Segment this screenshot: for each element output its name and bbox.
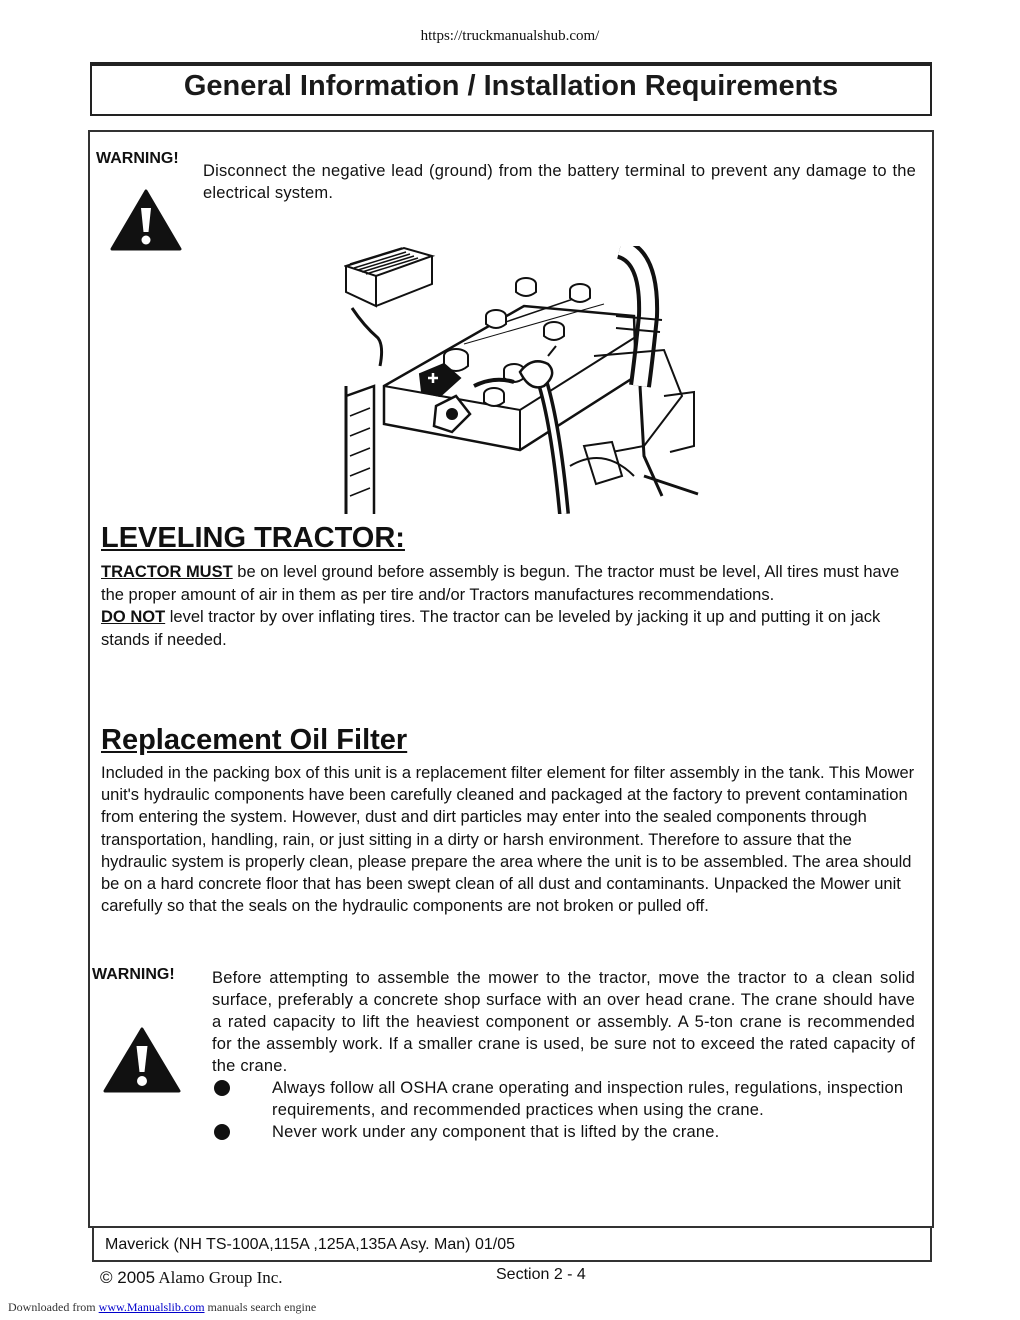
- footer-section: Section 2 - 4: [496, 1266, 586, 1283]
- warning-triangle-icon: [110, 188, 182, 252]
- leveling-text-2: level tractor by over inflating tires. The tractor can be leveled by jacking it up and putting it on jack stands if needed.: [101, 608, 881, 649]
- warning-label: WARNING!: [96, 150, 179, 167]
- leveling-text-1: be on level ground before assembly is begun. The tractor must be level, All tires must have the proper amount of air in them as per tire and/or Tractors manufactures recommendations.: [101, 563, 900, 604]
- tractor-must-emphasis: TRACTOR MUST: [101, 563, 233, 581]
- oil-filter-heading: Replacement Oil Filter: [101, 724, 408, 756]
- download-suffix: manuals search engine: [204, 1300, 317, 1314]
- oil-filter-text: Included in the packing box of this unit is a replacement filter element for filter assembly in the tank. This Mower unit's hydraulic components have been carefully cleaned and packaged at the factory to prevent contamination from entering the system. However, dust and dirt particles may enter into the sealed components through transportation, handling, rain, or just sitting in a dirty or harsh environment. Therefore to assure that the hydraulic system is properly clean, please prepare the area where the unit is to be assembled. The area should be on a hard concrete floor that has been swept clean of all dust and contaminants. Unpacked the Mower unit carefully so that the seals on the hydraulic components are not broken or pulled off.: [101, 764, 915, 916]
- copyright-year: 2005: [112, 1268, 156, 1287]
- download-note: [8, 1300, 316, 1315]
- copyright-company: Alamo Group Inc.: [155, 1268, 283, 1287]
- battery-illustration: [344, 246, 700, 514]
- warning-text: Disconnect the negative lead (ground) from the battery terminal to prevent any damage to the electrical system.: [203, 162, 916, 202]
- bullet-item-2: Never work under any component that is lifted by the crane.: [272, 1123, 720, 1141]
- do-not-emphasis: DO NOT: [101, 608, 166, 626]
- copyright-symbol: ©: [100, 1268, 113, 1287]
- page-title: General Information / Installation Requirements: [183, 70, 839, 102]
- warning-text-2: Before attempting to assemble the mower to the tractor, move the tractor to a clean solid surface, preferably a concrete shop surface with an over head crane. The crane should have a rated capacity to lift the heaviest component or assembly. A 5-ton crane is recommended for the assembly work. If a smaller crane is used, be sure not to exceed the rated capacity of the crane.: [212, 969, 915, 1075]
- bullet-dot: [214, 1124, 230, 1140]
- download-prefix: Downloaded from: [8, 1300, 99, 1314]
- footer-model: Maverick (NH TS-100A,115A ,125A,135A Asy. Man) 01/05: [105, 1236, 515, 1253]
- bullet-item-1: Always follow all OSHA crane operating and inspection rules, regulations, inspection requirements, and recommended practices when using the crane.: [272, 1079, 904, 1119]
- source-url: https://truckmanualshub.com/: [420, 28, 600, 44]
- footer-copyright: [100, 1268, 283, 1288]
- manualslib-link[interactable]: www.Manualslib.com: [98, 1300, 205, 1314]
- warning-triangle-icon-2: [102, 1026, 182, 1094]
- warning-label-2: WARNING!: [92, 966, 175, 983]
- leveling-heading: LEVELING TRACTOR:: [101, 522, 405, 554]
- bullet-dot: [214, 1080, 230, 1096]
- leveling-paragraph: [101, 561, 916, 651]
